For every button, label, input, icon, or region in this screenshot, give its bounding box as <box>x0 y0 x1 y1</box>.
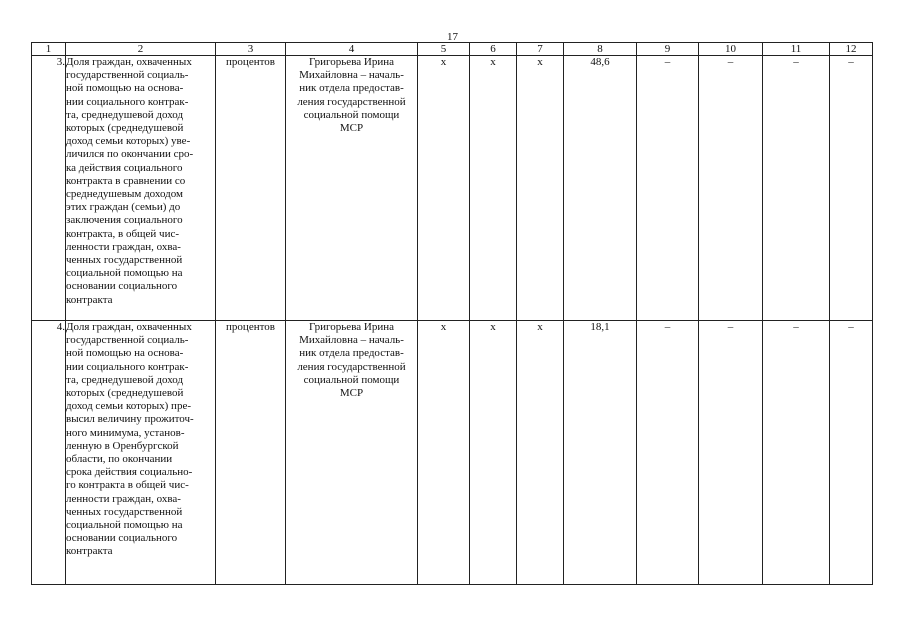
responsible-line: МСР <box>339 122 364 135</box>
column-header: 3 <box>216 43 286 56</box>
responsible-line: социальной помощи <box>303 373 400 386</box>
indicator-name-line: основании социального <box>66 532 178 545</box>
indicator-name-line: ной помощью на основа- <box>66 347 184 360</box>
indicator-name-line: ленную в Оренбургской <box>66 439 179 452</box>
value-cell-5: х <box>418 321 470 585</box>
indicator-name-line: нии социального контрак- <box>66 95 189 108</box>
responsible-line: Михайловна – началь- <box>299 334 404 347</box>
responsible-cell <box>286 321 418 585</box>
indicator-name-line: социальной помощью на <box>66 267 183 280</box>
responsible-line: Михайловна – началь- <box>299 69 404 82</box>
value-cell-8: 18,1 <box>564 321 637 585</box>
value-cell-12: – <box>830 56 873 321</box>
indicator-name-line: Доля граждан, охваченных <box>66 321 192 333</box>
indicator-name-line: контракта, в общей чис- <box>66 227 180 240</box>
indicator-name-line: контракта в сравнении со <box>66 174 186 187</box>
column-header: 11 <box>763 43 830 56</box>
indicator-name-line: та, среднедушевой доход <box>66 373 184 386</box>
indicator-table <box>31 42 873 585</box>
indicator-name-line: доход семьи которых) пре- <box>66 400 191 413</box>
indicator-name-line: доход семьи которых) уве- <box>66 135 191 148</box>
indicator-name-line: нии социального контрак- <box>66 360 189 373</box>
column-header: 2 <box>66 43 216 56</box>
responsible-line: Григорьева Ирина <box>309 321 394 333</box>
row-number: 3. <box>32 56 66 321</box>
value-cell-6: х <box>470 321 517 585</box>
indicator-name-line: ленности граждан, охва- <box>66 492 181 505</box>
indicator-name-line: ной помощью на основа- <box>66 82 184 95</box>
responsible-line: ник отдела предостав- <box>299 82 404 95</box>
value-cell-7: х <box>517 321 564 585</box>
indicator-name-line: этих граждан (семьи) до <box>66 201 181 214</box>
indicator-name <box>66 56 216 321</box>
column-header: 6 <box>470 43 517 56</box>
indicator-name-line: области, по окончании <box>66 453 173 466</box>
column-header: 5 <box>418 43 470 56</box>
table-row <box>32 321 873 585</box>
responsible-line: ления государственной <box>297 360 406 373</box>
column-header: 10 <box>699 43 763 56</box>
responsible-line: Григорьева Ирина <box>309 56 394 68</box>
column-header: 7 <box>517 43 564 56</box>
column-header: 4 <box>286 43 418 56</box>
indicator-name-line: контракта <box>66 545 113 558</box>
column-header: 1 <box>32 43 66 56</box>
responsible-line: МСР <box>339 387 364 400</box>
responsible-line: социальной помощи <box>303 108 400 121</box>
unit-cell: процентов <box>216 56 286 321</box>
value-cell-6: х <box>470 56 517 321</box>
responsible-line: ник отдела предостав- <box>299 347 404 360</box>
table-row <box>32 56 873 321</box>
column-header: 9 <box>637 43 699 56</box>
value-cell-9: – <box>637 56 699 321</box>
indicator-name-line: которых (среднедушевой <box>66 387 184 400</box>
indicator-name-line: Доля граждан, охваченных <box>66 56 192 68</box>
value-cell-7: х <box>517 56 564 321</box>
value-cell-8: 48,6 <box>564 56 637 321</box>
value-cell-9: – <box>637 321 699 585</box>
indicator-name-line: среднедушевым доходом <box>66 188 184 201</box>
page-number: 17 <box>447 31 458 43</box>
indicator-name-line: го контракта в общей чис- <box>66 479 189 492</box>
column-header: 8 <box>564 43 637 56</box>
indicator-name-line: социальной помощью на <box>66 519 183 532</box>
indicator-name-line: та, среднедушевой доход <box>66 108 184 121</box>
column-header: 12 <box>830 43 873 56</box>
indicator-name-line: ленности граждан, охва- <box>66 240 181 253</box>
value-cell-11: – <box>763 56 830 321</box>
responsible-line: ления государственной <box>297 95 406 108</box>
indicator-name-line: срока действия социально- <box>66 466 193 479</box>
indicator-name-line: государственной социаль- <box>66 334 189 347</box>
indicator-name-line: личился по окончании сро- <box>66 148 194 161</box>
indicator-name-line: высил величину прожиточ- <box>66 413 194 426</box>
indicator-name-line: которых (среднедушевой <box>66 122 184 135</box>
indicator-name-line: контракта <box>66 293 113 306</box>
indicator-name-line: ного минимума, установ- <box>66 426 185 439</box>
indicator-name-line: заключения социального <box>66 214 183 227</box>
value-cell-12: – <box>830 321 873 585</box>
responsible-cell <box>286 56 418 321</box>
indicator-name <box>66 321 216 585</box>
value-cell-5: х <box>418 56 470 321</box>
value-cell-11: – <box>763 321 830 585</box>
row-number: 4. <box>32 321 66 585</box>
indicator-name-line: государственной социаль- <box>66 69 189 82</box>
unit-cell: процентов <box>216 321 286 585</box>
value-cell-10: – <box>699 56 763 321</box>
indicator-name-line: ченных государственной <box>66 254 183 267</box>
column-number-row <box>32 43 873 56</box>
indicator-name-line: ка действия социального <box>66 161 183 174</box>
indicator-name-line: основании социального <box>66 280 178 293</box>
indicator-name-line: ченных государственной <box>66 505 183 518</box>
value-cell-10: – <box>699 321 763 585</box>
